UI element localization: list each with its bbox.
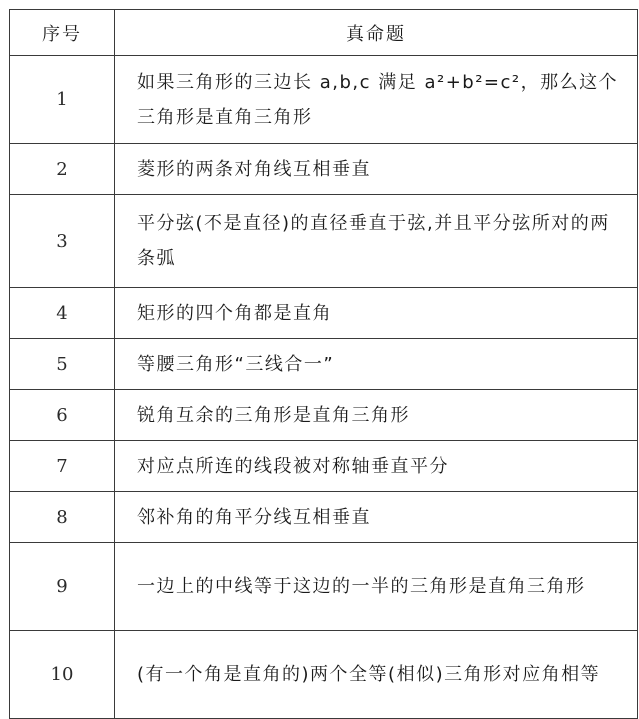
table-body (10, 56, 638, 719)
row-statement: 如果三角形的三边长 a,b,c 满足 a²+b²=c²，那么这个三角形是直角三角形 (115, 56, 638, 144)
row-number: 7 (10, 441, 115, 492)
table-row (10, 543, 638, 631)
table-row (10, 631, 638, 719)
table-row (10, 144, 638, 195)
row-statement: (有一个角是直角的)两个全等(相似)三角形对应角相等 (115, 631, 638, 719)
table-header (10, 10, 638, 56)
row-statement: 锐角互余的三角形是直角三角形 (115, 390, 638, 441)
row-statement: 矩形的四个角都是直角 (115, 288, 638, 339)
true-propositions-table (9, 9, 638, 719)
table-row (10, 288, 638, 339)
table-row (10, 441, 638, 492)
row-statement: 等腰三角形“三线合一” (115, 339, 638, 390)
row-number: 9 (10, 543, 115, 631)
row-statement: 对应点所连的线段被对称轴垂直平分 (115, 441, 638, 492)
header-row (10, 10, 638, 56)
header-statement: 真命题 (115, 10, 638, 56)
table-row (10, 56, 638, 144)
row-number: 6 (10, 390, 115, 441)
table-row (10, 492, 638, 543)
row-number: 5 (10, 339, 115, 390)
header-number: 序号 (10, 10, 115, 56)
row-number: 1 (10, 56, 115, 144)
row-number: 10 (10, 631, 115, 719)
table-row (10, 195, 638, 288)
row-number: 2 (10, 144, 115, 195)
row-number: 3 (10, 195, 115, 288)
row-statement: 平分弦(不是直径)的直径垂直于弦,并且平分弦所对的两条弧 (115, 195, 638, 288)
table-row (10, 339, 638, 390)
row-statement: 一边上的中线等于这边的一半的三角形是直角三角形 (115, 543, 638, 631)
row-statement: 菱形的两条对角线互相垂直 (115, 144, 638, 195)
row-number: 8 (10, 492, 115, 543)
table-row (10, 390, 638, 441)
row-statement: 邻补角的角平分线互相垂直 (115, 492, 638, 543)
row-number: 4 (10, 288, 115, 339)
